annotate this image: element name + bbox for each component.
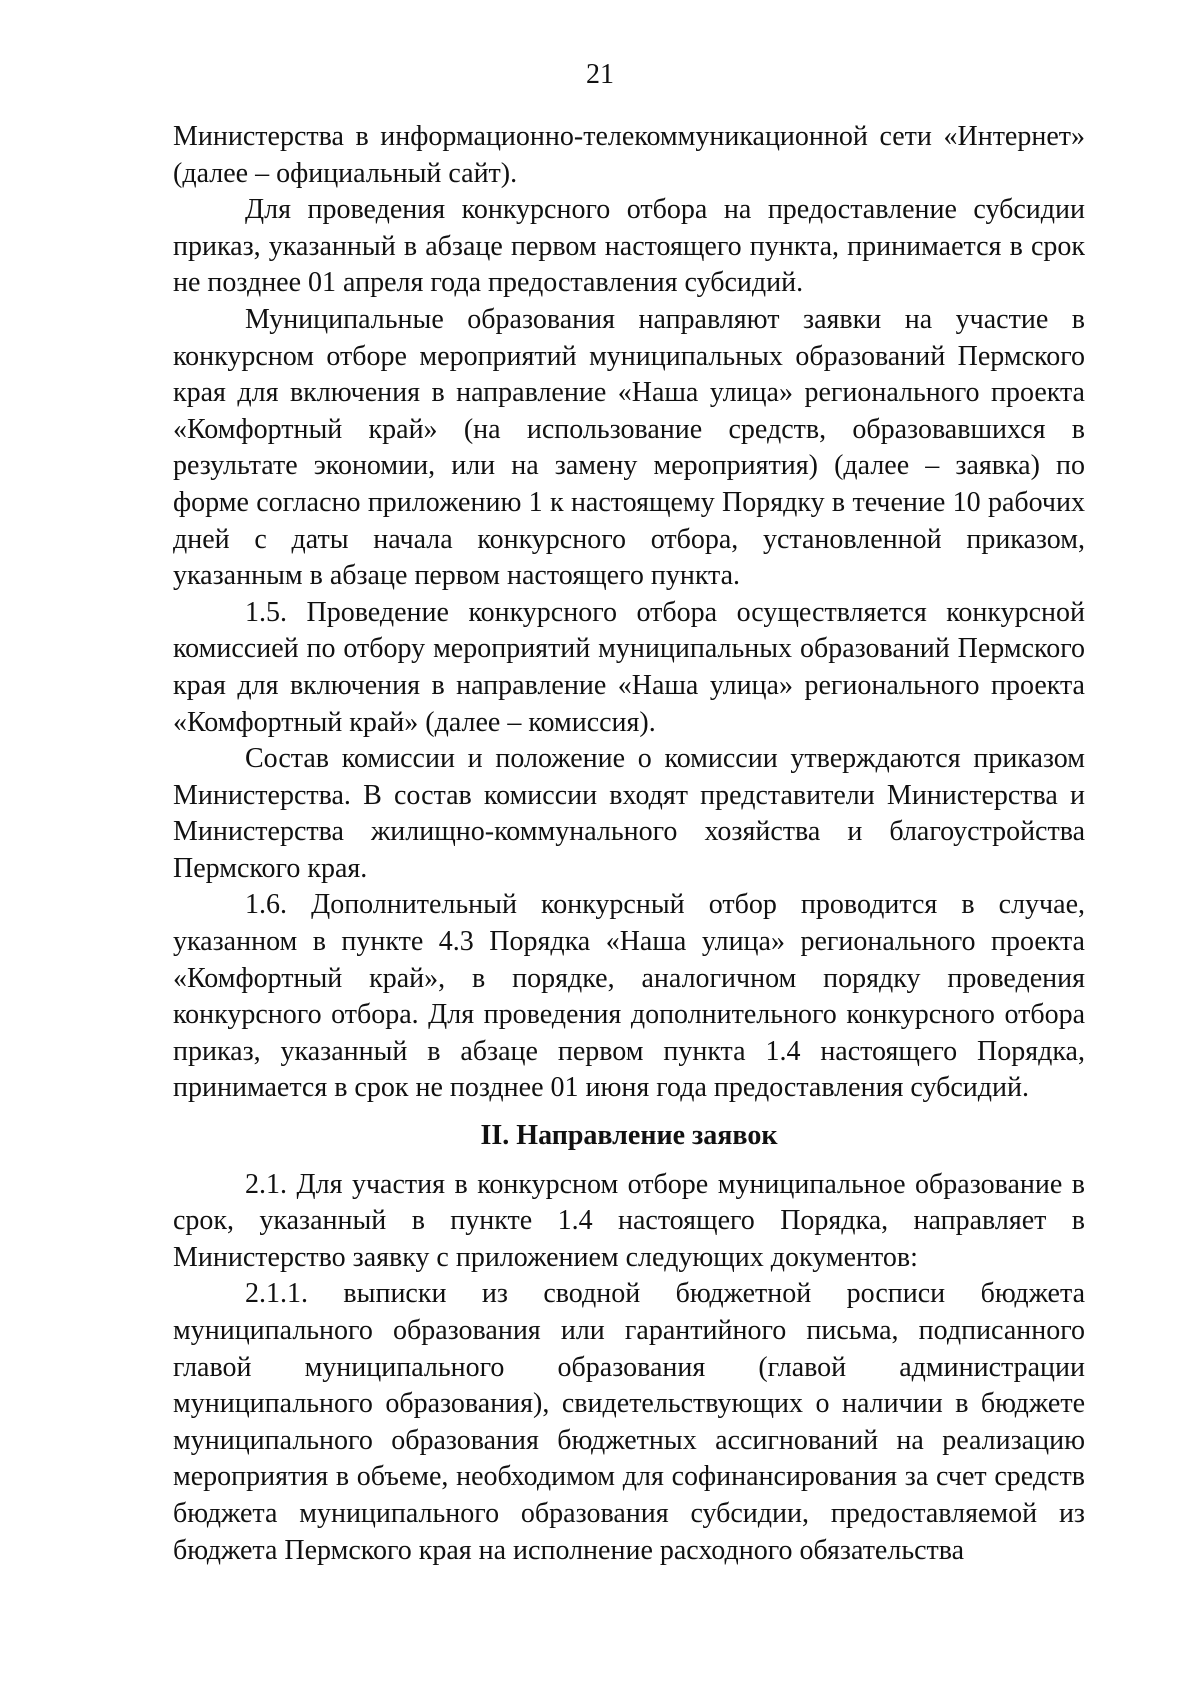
page-number: 21 [586, 59, 614, 90]
paragraph-order-deadline: Для проведения конкурсного отбора на предоставление субсидии приказ, указанный в абзаце первом настоящего пункта, принимается в срок не позднее 01 апреля года предоставления субсидий. [173, 194, 1085, 299]
paragraph-2-1-1-budget-extract: 2.1.1. выписки из сводной бюджетной росписи бюджета муниципального образования или гарантийного письма, подписанного главой муниципального образования (главой администрации муниципального образования), свидетельствующих о наличии в бюджете муниципального образования бюджетных ассигнований на реализацию мероприятия в объеме, необходимом для софинансирования за счет средств бюджета муниципального образования субсидии, предоставляемой из бюджета Пермского края на исполнение расходного обязательства [173, 1278, 1085, 1566]
paragraph-applications: Муниципальные образования направляют заявки на участие в конкурсном отборе мероприятий муниципальных образований Пермского края для включения в направление «Наша улица» регионального проекта «Комфортный край» (на использование средств, образовавшихся в результате экономии, или на замену мероприятия) (далее – заявка) по форме согласно приложению 1 к настоящему Порядку в течение 10 рабочих дней с даты начала конкурсного отбора, установленной приказом, указанным в абзаце первом настоящего пункта. [173, 303, 1085, 592]
document-body [173, 119, 1085, 1569]
paragraph-1-5-commission: 1.5. Проведение конкурсного отбора осуществляется конкурсной комиссией по отбору мероприятий муниципальных образований Пермского края для включения в направление «Наша улица» регионального проекта «Комфортный край» (далее – комиссия). [173, 596, 1085, 738]
paragraph-official-site: Министерства в информационно-телекоммуникационной сети «Интернет» (далее – официальный сайт). [173, 121, 1085, 189]
paragraph-1-6-additional-selection: 1.6. Дополнительный конкурсный отбор проводится в случае, указанном в пункте 4.3 Порядка «Наша улица» регионального проекта «Комфортный край», в порядке, аналогичном порядку проведения конкурсного отбора. Для проведения дополнительного конкурсного отбора приказ, указанный в абзаце первом пункта 1.4 настоящего Порядка, принимается в срок не позднее 01 июня года предоставления субсидий. [173, 889, 1085, 1104]
paragraph-2-1-participation: 2.1. Для участия в конкурсном отборе муниципальное образование в срок, указанный в пункте 1.4 настоящего Порядка, направляет в Министерство заявку с приложением следующих документов: [173, 1168, 1085, 1273]
paragraph-commission-composition: Состав комиссии и положение о комиссии утверждаются приказом Министерства. В состав комиссии входят представители Министерства и Министерства жилищно-коммунального хозяйства и благоустройства Пермского края. [173, 743, 1085, 884]
section-heading: II. Направление заявок [480, 1120, 778, 1152]
